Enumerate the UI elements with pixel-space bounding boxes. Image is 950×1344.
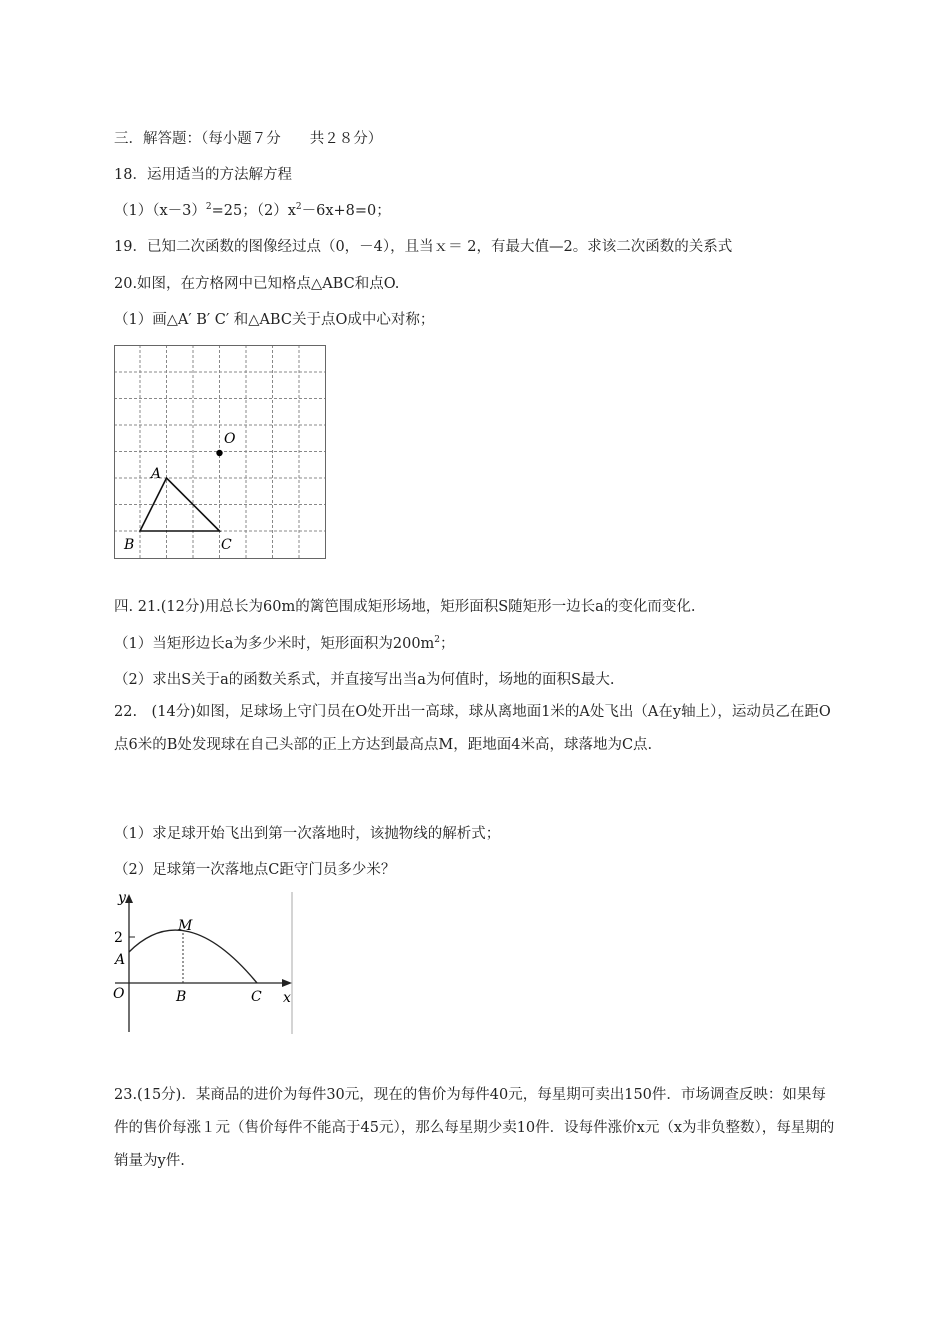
q18-equations [114,199,391,220]
q22-part2: （2）足球第一次落地点C距守门员多少米？ [114,862,396,878]
q20-part1: （1）画△A′ B′ C′ 和△ABC关于点O成中心对称； [114,312,435,328]
q18-eq1-left: （1）（x－3） [114,203,206,219]
section-3-heading: 三．解答题：（每小题７分 共２８分） [114,131,383,147]
label-b: B [124,537,135,553]
q21-part1-text: （1）当矩形边长a为多少米时，矩形面积为200m [114,636,435,652]
point-o [216,450,222,456]
label-x: x [283,990,291,1006]
parabola-figure [110,888,300,1036]
q18-title: 18．运用适当的方法解方程 [114,167,292,183]
label-o-origin: O [113,986,125,1002]
label-y: y [118,890,126,906]
label-a-point: A [115,952,126,968]
q22-part1: （1）求足球开始飞出到第一次落地时，该抛物线的解析式； [114,826,501,842]
label-b-point: B [176,989,187,1005]
q19-text: 19．已知二次函数的图像经过点（0，－4），且当ｘ＝ 2，有最大值—2。求该二次函数的关系式 [114,239,733,255]
q18-eq1-exponent: 2 [205,202,212,212]
label-2: 2 [114,930,123,946]
q21-part1-end: ； [440,636,455,652]
label-c-point: C [251,989,262,1005]
q21-intro: 四. 21.(12分)用总长为60m的篱笆围成矩形场地，矩形面积S随矩形一边长a的变化而变化. [114,599,696,615]
grid-figure [114,345,326,559]
q21-part2: （2）求出S关于a的函数关系式，并直接写出当a为何值时，场地的面积S最大. [114,672,615,688]
parabola-curve [129,930,257,983]
x-axis-arrow [282,979,292,987]
q18-eq2-right: －6x+8=0； [301,203,391,219]
q20-intro: 20.如图，在方格网中已知格点△ABC和点O. [114,276,400,292]
q21-part1-exponent: 2 [434,635,441,645]
label-a: A [151,466,162,482]
q21-part1 [114,632,455,653]
q22-intro: 22. (14分)如图，足球场上守门员在O处开出一高球，球从离地面1米的A处飞出（A在y轴上），运动员乙在距O点6米的B处发现球在自己头部的正上方达到最高点M，距地面4米高，球落地为C点. [114,704,831,753]
q18-eq1-right: =25；（2）x [211,203,296,219]
label-c: C [221,537,232,553]
label-o: O [224,431,236,447]
q18-eq2-exponent: 2 [295,202,302,212]
y-axis-arrow [125,894,133,903]
q23-text: 23.(15分)．某商品的进价为每件30元，现在的售价为每件40元，每星期可卖出150件．市场调查反映：如果每件的售价每涨１元（售价每件不能高于45元），那么每星期少卖10件．设每件涨价x元（x为非负整数），每星期的销量为y件. [114,1087,835,1169]
label-m: M [178,918,193,934]
